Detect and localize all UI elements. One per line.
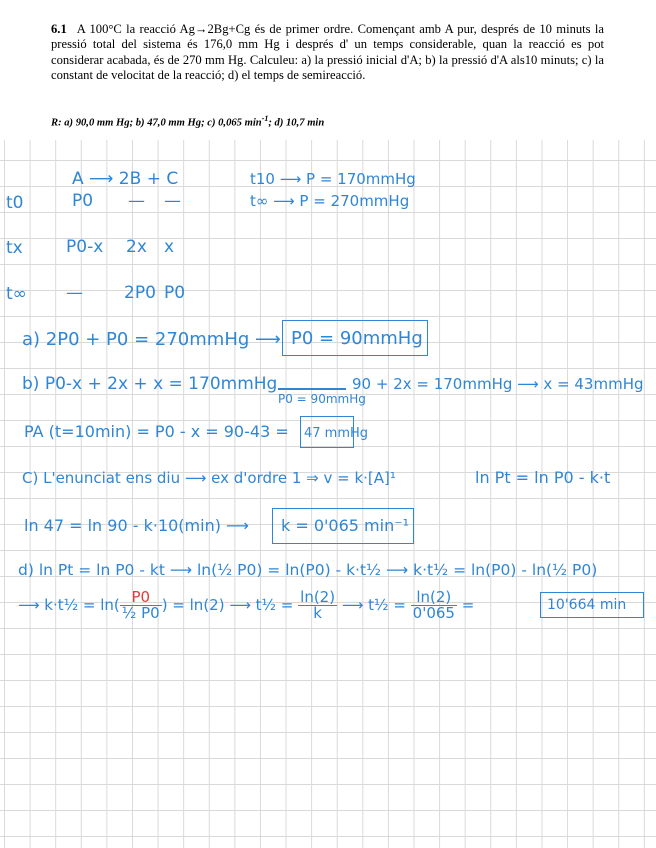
part-b-equation: b) P0-x + 2x + x = 170mmHg bbox=[22, 374, 278, 394]
part-d-frac3-den: 0'065 bbox=[412, 604, 455, 622]
table-t0-b: — bbox=[128, 191, 145, 211]
table-t0-c: — bbox=[164, 191, 181, 211]
part-b-equation-cont: 90 + 2x = 170mmHg ⟶ x = 43mmHg bbox=[352, 375, 644, 393]
part-d-line2-eq: = bbox=[461, 596, 475, 614]
part-d-line2-mid: ) = ln(2) ⟶ t½ = bbox=[161, 596, 294, 614]
part-d-fraction-ln2-value bbox=[411, 590, 457, 621]
part-d-frac2-den: k bbox=[313, 604, 322, 622]
time-label-t0: t0 bbox=[6, 193, 24, 213]
result-tail: ; d) 10,7 min bbox=[268, 117, 325, 129]
part-d-line2 bbox=[18, 590, 474, 621]
part-d-line1: d) ln Pt = ln P0 - kt ⟶ ln(½ P0) = ln(P0) - k·t½ ⟶ k·t½ = ln(P0) - ln(½ P0) bbox=[18, 561, 598, 579]
part-d-line2-arrow: ⟶ t½ = bbox=[341, 596, 406, 614]
problem-number: 6.1 bbox=[51, 22, 67, 36]
result-exponent: -1 bbox=[261, 114, 269, 123]
part-a-answer: P0 = 90mmHg bbox=[291, 328, 423, 349]
part-d-line2-start: ⟶ k·t½ = ln( bbox=[18, 596, 120, 614]
result-main: R: a) 90,0 mm Hg; b) 47,0 mm Hg; c) 0,065 min bbox=[51, 117, 262, 129]
part-d-frac-num: P0 bbox=[120, 590, 162, 606]
table-tx-c: x bbox=[164, 237, 175, 257]
time-label-tx: tx bbox=[6, 238, 23, 258]
part-d-fraction-p0 bbox=[120, 590, 162, 621]
table-tinf-b: 2P0 bbox=[124, 283, 156, 303]
problem-statement-block bbox=[51, 22, 604, 84]
part-c-log-formula: ln Pt = ln P0 - k·t bbox=[475, 468, 611, 487]
part-c-answer: k = 0'065 min⁻¹ bbox=[281, 516, 410, 535]
part-c-statement: C) L'enunciat ens diu ⟶ ex d'ordre 1 ⇒ v = k·[A]¹ bbox=[22, 469, 396, 487]
part-b-answer: 47 mmHg bbox=[304, 426, 369, 441]
table-t0-a: P0 bbox=[72, 191, 94, 211]
part-d-frac2-num: ln(2) bbox=[300, 588, 336, 606]
table-tx-a: P0-x bbox=[66, 237, 104, 257]
printed-problem-area bbox=[0, 0, 656, 140]
part-b-pressure-equation: PA (t=10min) = P0 - x = 90-43 = bbox=[24, 422, 289, 441]
time-label-tinf: t∞ bbox=[6, 284, 27, 304]
side-condition-infinite: t∞ ⟶ P = 270mmHg bbox=[250, 192, 410, 210]
side-condition-10min: t10 ⟶ P = 170mmHg bbox=[250, 170, 416, 188]
part-d-answer: 10'664 min bbox=[547, 597, 627, 613]
reaction-equation: A ⟶ 2B + C bbox=[72, 169, 179, 189]
table-tinf-c: P0 bbox=[164, 283, 186, 303]
part-b-arrow-line bbox=[278, 388, 346, 390]
part-d-frac3-num: ln(2) bbox=[411, 590, 457, 606]
part-d-frac-den: ½ P0 bbox=[121, 604, 160, 622]
table-tx-b: 2x bbox=[126, 237, 147, 257]
part-b-arrow-condition: P0 = 90mmHg bbox=[278, 392, 366, 406]
part-d-fraction-ln2-k bbox=[298, 590, 337, 621]
problem-results bbox=[51, 114, 324, 129]
part-c-equation: ln 47 = ln 90 - k·10(min) ⟶ bbox=[24, 516, 249, 535]
problem-statement: A 100°C la reacció Ag→2Bg+Cg és de primer ordre. Començant amb A pur, després de 10 minuts la pressió total del sistema és 176,0 mm Hg i després d' un temps considerable, quan la reacció es pot considerar acabada, és de 270 mm Hg. Calculeu: a) la pressió inicial d'A; b) la pressió d'A als10 minuts; c) la constant de velocitat de la reacció; d) el temps de semireacció. bbox=[51, 22, 604, 83]
table-tinf-a: — bbox=[66, 283, 83, 303]
part-a-equation: a) 2P0 + P0 = 270mmHg ⟶ bbox=[22, 329, 281, 350]
